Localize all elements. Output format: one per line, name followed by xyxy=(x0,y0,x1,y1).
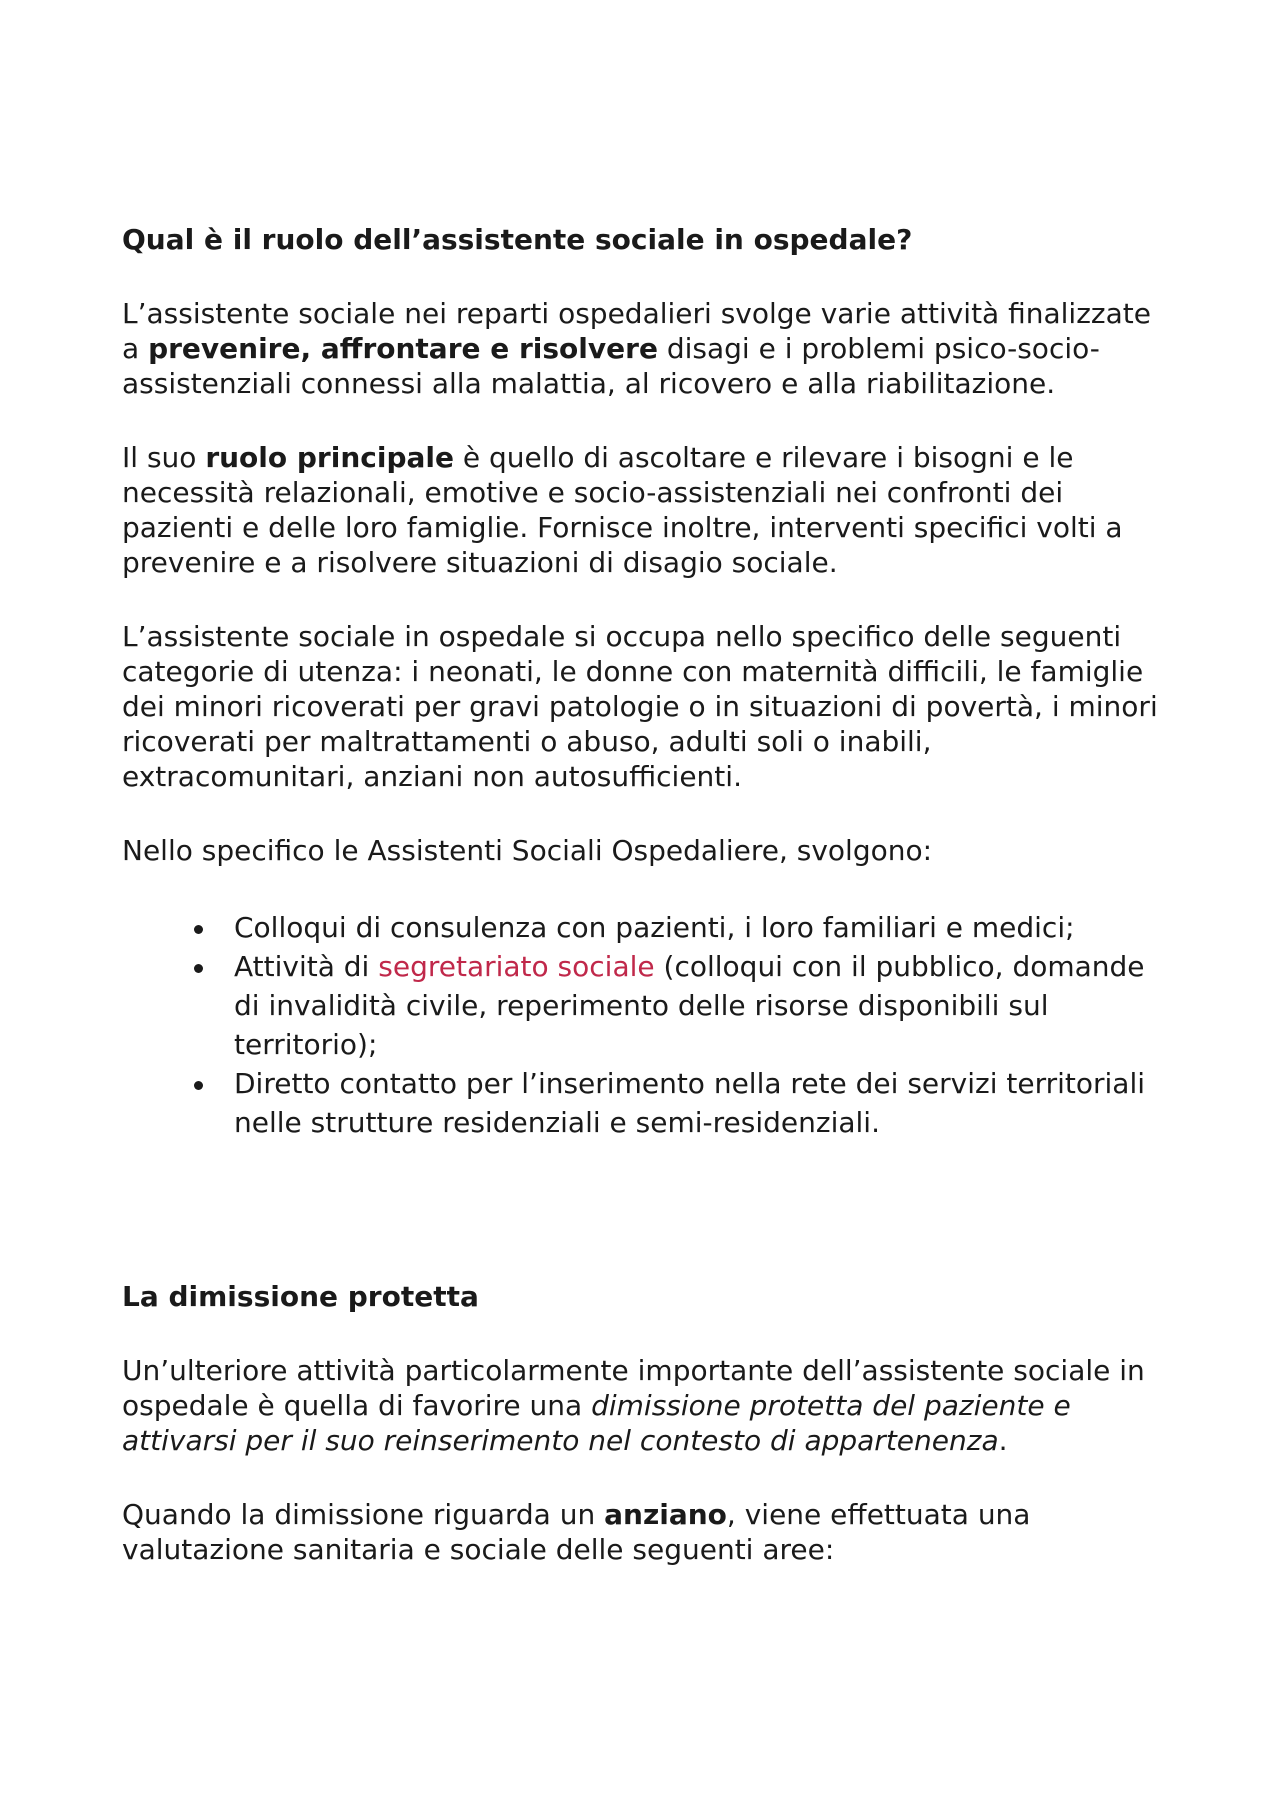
bold-text: prevenire, affrontare e risolvere xyxy=(148,332,658,365)
segretariato-sociale-link[interactable]: segretariato sociale xyxy=(378,950,655,983)
list-item xyxy=(122,947,1172,1064)
bold-text: ruolo principale xyxy=(205,441,454,474)
bold-text: anziano xyxy=(604,1498,727,1531)
text-span: Quando la dimissione riguarda un xyxy=(122,1498,605,1531)
text-span: disagi e i problemi psico-socio-assistenziali connessi alla malattia, al ricovero e alla riabilitazione. xyxy=(122,332,1100,400)
bullet-icon xyxy=(194,925,203,934)
list-item xyxy=(122,908,1172,947)
text-span: è quello di ascoltare e rilevare i bisogni e le necessità relazionali, emotive e socio-assistenziali nei confronti dei pazienti e delle loro famiglie. Fornisce inoltre, interventi specifici volti a prevenire e a risolvere situazioni di disagio sociale. xyxy=(122,441,1123,579)
text-span: L’assistente sociale nei reparti ospedalieri svolge varie attività finalizzate a xyxy=(122,297,1151,365)
text-span: , viene effettuata una valutazione sanitaria e sociale delle seguenti aree: xyxy=(122,1498,1031,1566)
list-item-text: Attività di xyxy=(234,950,379,983)
text-span: Il suo xyxy=(122,441,206,474)
text-span: Un’ulteriore attività particolarmente importante dell’assistente sociale in ospedale è quella di favorire una xyxy=(122,1354,1145,1422)
list-item-text: Diretto contatto per l’inserimento nella rete dei servizi territoriali nelle strutture residenziali e semi-residenziali. xyxy=(234,1067,1146,1139)
list-item-text: Colloqui di consulenza con pazienti, i loro familiari e medici; xyxy=(234,911,1075,944)
text-span: . xyxy=(998,1424,1008,1457)
paragraph-activities-intro: Nello specifico le Assistenti Sociali Ospedaliere, svolgono: xyxy=(122,834,933,867)
list-item xyxy=(122,1064,1172,1142)
italic-text: dimissione protetta del paziente e attivarsi per il suo reinserimento nel contesto di appartenenza xyxy=(122,1389,1071,1457)
paragraph-protected-discharge xyxy=(122,1353,1172,1458)
paragraph-user-categories: L’assistente sociale in ospedale si occupa nello specifico delle seguenti categorie di utenza: i neonati, le donne con maternità difficili, le famiglie dei minori ricoverati per gravi patologie o in situazioni di povertà, i minori ricoverati per maltrattamenti o abuso, adulti soli o inabili, extracomunitari, anziani non autosufficienti. xyxy=(122,620,1158,793)
paragraph-main-role xyxy=(122,440,1172,580)
section-heading-discharge: La dimissione protetta xyxy=(122,1280,479,1313)
list-item-text: (colloqui con il pubblico, domande di invalidità civile, reperimento delle risorse disponibili sul territorio); xyxy=(234,950,1145,1061)
document-page xyxy=(122,222,1172,1567)
activities-list xyxy=(122,908,1172,1142)
paragraph-elderly-evaluation xyxy=(122,1497,1172,1567)
section-heading-role: Qual è il ruolo dell’assistente sociale in ospedale? xyxy=(122,223,913,256)
paragraph-role-intro xyxy=(122,296,1172,401)
bullet-icon xyxy=(194,1081,203,1090)
bullet-icon xyxy=(194,964,203,973)
